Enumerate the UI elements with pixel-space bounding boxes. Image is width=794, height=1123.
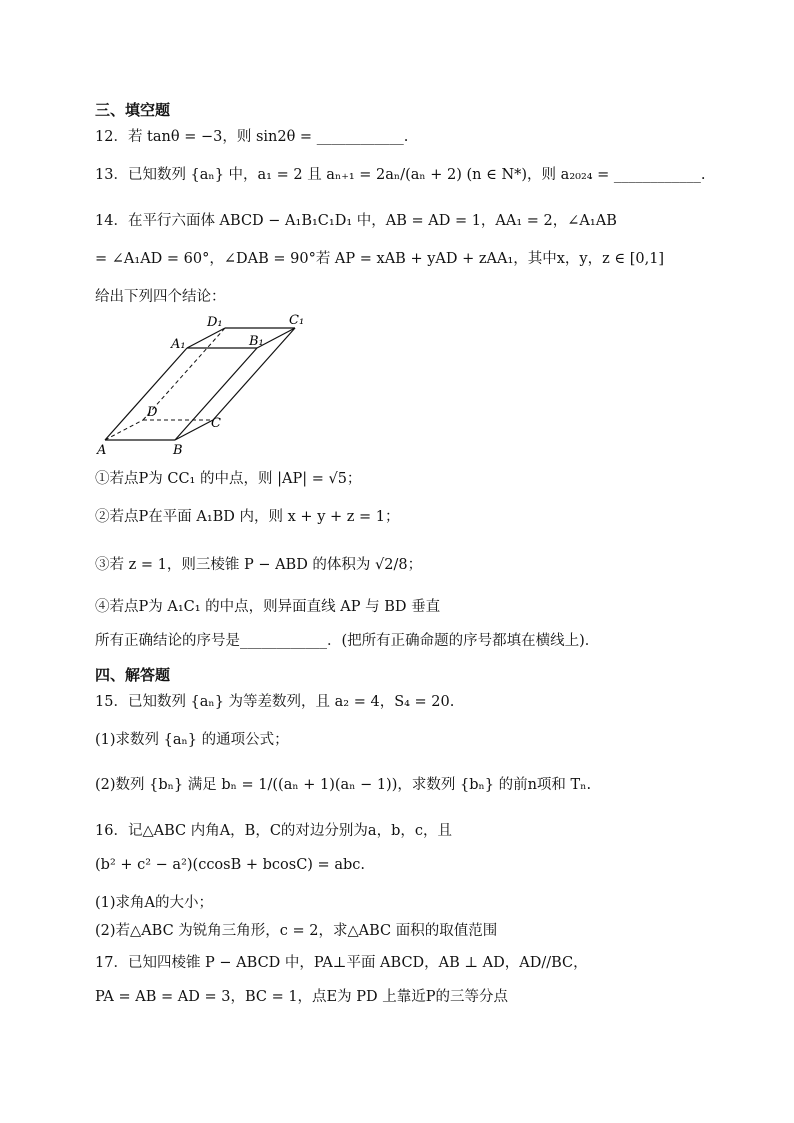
question-15-line-1: 15．已知数列 {aₙ} 为等差数列，且 a₂ = 4，S₄ = 20. — [95, 694, 455, 710]
conclusion-2: ②若点P在平面 A₁BD 内，则 x + y + z = 1； — [95, 509, 400, 525]
conclusion-3: ③若 z = 1，则三棱锥 P − ABD 的体积为 √2/8； — [95, 557, 423, 573]
parallelepiped-figure — [95, 310, 325, 460]
conclusion-4: ④若点P为 A₁C₁ 的中点，则异面直线 AP 与 BD 垂直 — [95, 599, 441, 615]
label-a1: A₁ — [171, 337, 186, 352]
question-15-part-1: (1)求数列 {aₙ} 的通项公式； — [95, 732, 289, 748]
label-b1: B₁ — [249, 334, 264, 349]
label-b: B — [173, 443, 183, 458]
question-14-line-2: = ∠A₁AD = 60°，∠DAB = 90°若 AP = xAB + yAD + zAA₁，其中x，y，z ∈ [0,1] — [95, 251, 665, 267]
question-14-line-1: 14．在平行六面体 ABCD − A₁B₁C₁D₁ 中，AB = AD = 1，AA₁ = 2，∠A₁AB — [95, 213, 617, 229]
question-16-part-1: (1)求角A的大小； — [95, 895, 214, 911]
question-15-part-2: (2)数列 {bₙ} 满足 bₙ = 1/((aₙ + 1)(aₙ − 1))，求数列 {bₙ} 的前n项和 Tₙ. — [95, 777, 592, 793]
label-c1: C₁ — [289, 313, 305, 328]
question-16-line-1: 16．记△ABC 内角A，B，C的对边分别为a，b，c，且 — [95, 823, 452, 839]
question-12: 12．若 tanθ = −3，则 sin2θ = ____________. — [95, 129, 409, 145]
question-14-prompt: 给出下列四个结论： — [95, 289, 226, 305]
label-c: C — [211, 416, 221, 431]
question-13: 13．已知数列 {aₙ} 中，a₁ = 2 且 aₙ₊₁ = 2aₙ/(aₙ + 2) (n ∈ N*)，则 a₂₀₂₄ = ____________. — [95, 167, 706, 183]
question-17-line-1: 17．已知四棱锥 P − ABCD 中，PA⊥平面 ABCD，AB ⊥ AD，AD//BC， — [95, 955, 588, 971]
label-d: D — [147, 405, 158, 420]
edge-ad — [105, 420, 143, 440]
label-a: A — [97, 443, 107, 458]
label-d1: D₁ — [207, 315, 223, 330]
section-heading-solve: 四、解答题 — [95, 666, 171, 684]
edge-bc — [175, 420, 213, 440]
section-heading-fill-in: 三、填空题 — [95, 101, 171, 119]
question-17-line-2: PA = AB = AD = 3，BC = 1，点E为 PD 上靠近P的三等分点 — [95, 989, 509, 1005]
edge-aa1 — [105, 348, 187, 440]
edge-a1d1 — [187, 328, 225, 348]
question-14-answer: 所有正确结论的序号是____________．(把所有正确命题的序号都填在横线上)． — [95, 633, 600, 649]
question-16-line-2: (b² + c² − a²)(ccosB + bcosC) = abc. — [95, 857, 365, 873]
conclusion-1: ①若点P为 CC₁ 的中点，则 |AP| = √5； — [95, 471, 362, 487]
question-16-part-2: (2)若△ABC 为锐角三角形，c = 2，求△ABC 面积的取值范围 — [95, 923, 498, 939]
